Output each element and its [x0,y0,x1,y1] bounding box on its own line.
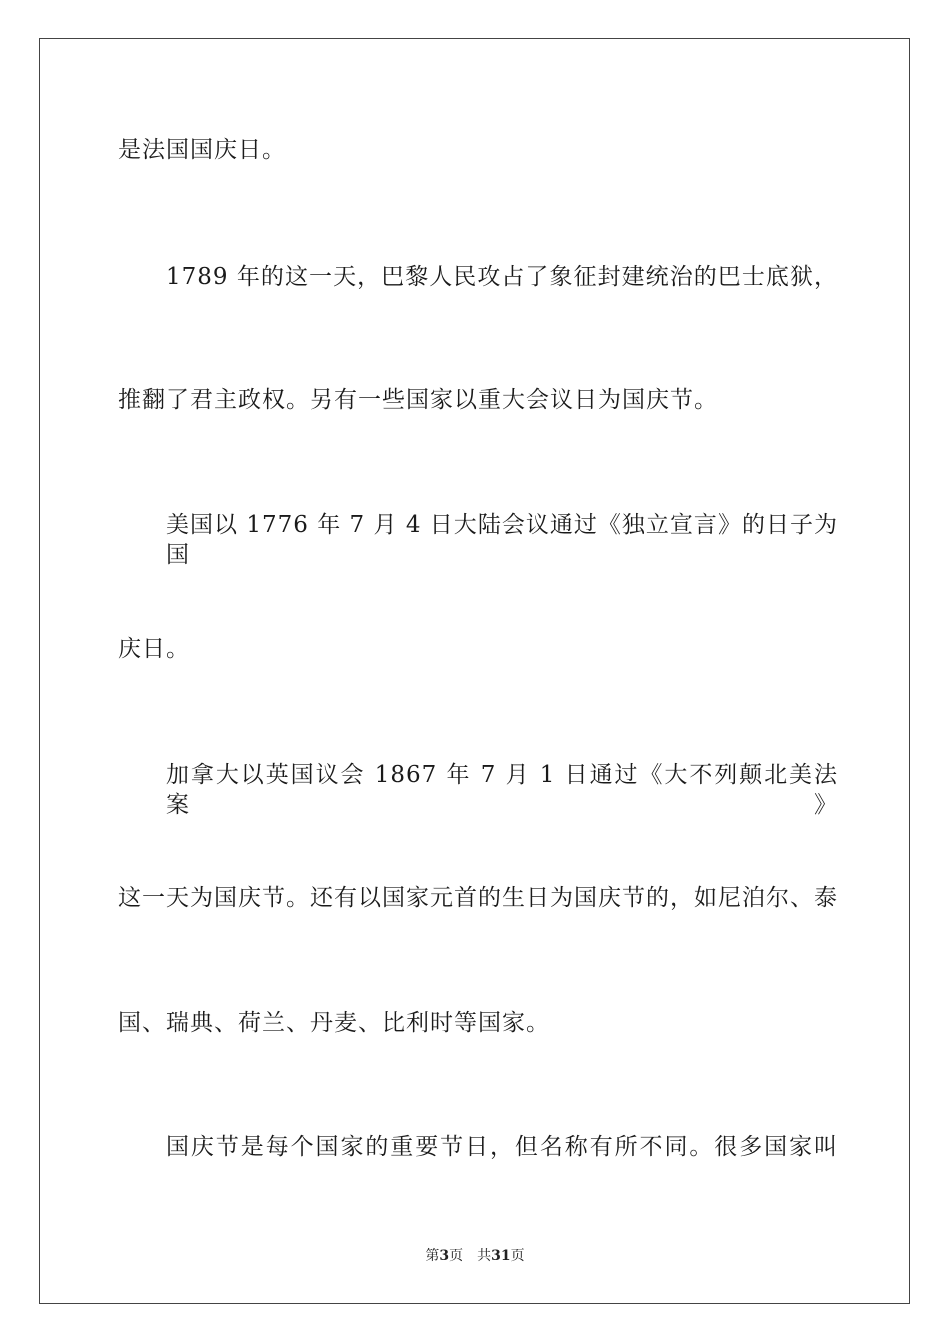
total-prefix: 共 [477,1248,492,1264]
text-line-7: 这一天为国庆节。还有以国家元首的生日为国庆节的，如尼泊尔、泰 [118,885,838,911]
text-line-4: 美国以 1776 年 7 月 4 日大陆会议通过《独立宣言》的日子为国 [166,512,838,568]
page-number: 3 [439,1248,450,1264]
text-line-8: 国、瑞典、荷兰、丹麦、比利时等国家。 [118,1010,550,1036]
text-line-9: 国庆节是每个国家的重要节日，但名称有所不同。很多国家叫 [166,1134,838,1160]
page-suffix: 页 [449,1248,464,1264]
total-pages: 31 [491,1248,511,1264]
total-suffix: 页 [510,1248,525,1264]
page-footer [0,1247,950,1265]
page-border [39,38,910,1304]
text-line-1: 是法国国庆日。 [118,137,286,163]
text-line-3: 推翻了君主政权。另有一些国家以重大会议日为国庆节。 [118,387,718,413]
text-line-6: 加拿大以英国议会 1867 年 7 月 1 日通过《大不列颠北美法案》 [166,762,838,818]
page-prefix: 第 [425,1248,440,1264]
text-line-5: 庆日。 [118,636,190,662]
text-line-2: 1789 年的这一天，巴黎人民攻占了象征封建统治的巴士底狱， [166,264,838,290]
